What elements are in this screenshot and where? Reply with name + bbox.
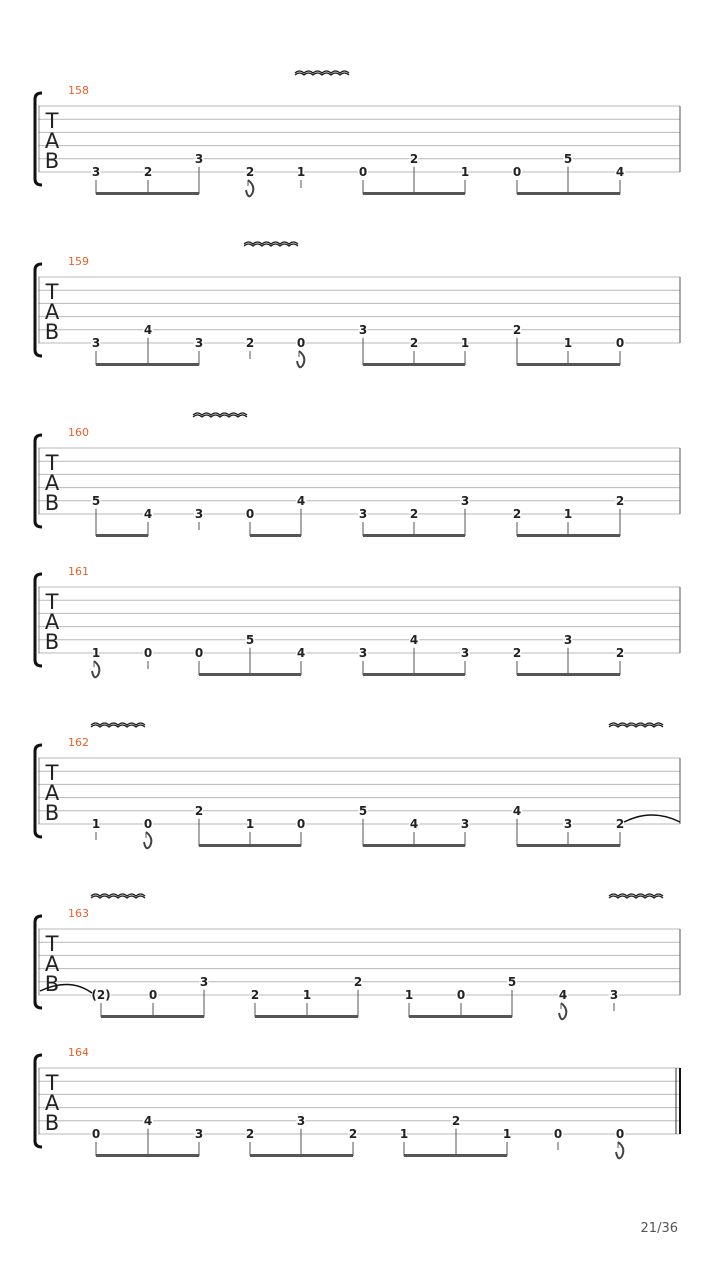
fret-number: 0 xyxy=(245,507,255,521)
staff-system xyxy=(35,894,680,1019)
fret-number: 3 xyxy=(91,165,101,179)
fret-number: 4 xyxy=(143,507,153,521)
fret-number: 0 xyxy=(296,817,306,831)
fret-number: 4 xyxy=(296,646,306,660)
note-flag xyxy=(297,351,304,367)
fret-number: 2 xyxy=(615,493,625,508)
tab-clef-letter-b: B xyxy=(44,630,60,654)
staff-system xyxy=(35,242,680,367)
tab-clef-letter-b: B xyxy=(44,320,60,344)
note-flag xyxy=(144,832,151,848)
beam xyxy=(363,673,465,676)
tab-clef-letter-t: T xyxy=(45,932,59,956)
fret-number: 2 xyxy=(353,974,363,989)
fret-number: 3 xyxy=(358,507,368,521)
fret-number: 1 xyxy=(563,336,573,350)
fret-number: 2 xyxy=(512,322,522,337)
tab-clef-letter-b: B xyxy=(44,491,60,515)
tie-arc xyxy=(624,815,680,822)
fret-number: 2 xyxy=(143,165,153,179)
fret-number: 3 xyxy=(194,151,204,166)
tab-clef-letter-b: B xyxy=(44,972,60,996)
fret-number: 2 xyxy=(512,646,522,660)
fret-number: 2 xyxy=(615,646,625,660)
beam xyxy=(250,534,301,537)
tab-clef-letter-t: T xyxy=(45,109,59,133)
note-flag xyxy=(92,661,99,677)
fret-number: 5 xyxy=(358,803,368,818)
tab-clef-letter-a: A xyxy=(44,129,60,153)
fret-number: 5 xyxy=(563,151,573,166)
fret-number: 2 xyxy=(245,336,255,350)
tab-clef-letter-t: T xyxy=(45,280,59,304)
fret-number: 2 xyxy=(512,507,522,521)
tab-clef-letter-a: A xyxy=(44,1091,60,1115)
fret-number: 4 xyxy=(296,493,306,508)
fret-number: 3 xyxy=(358,322,368,337)
beam xyxy=(363,363,465,366)
staff-system xyxy=(35,723,680,848)
note-flag xyxy=(559,1003,566,1019)
fret-number: 4 xyxy=(409,817,419,831)
tab-clef-letter-a: A xyxy=(44,610,60,634)
beam xyxy=(255,1015,358,1018)
beam xyxy=(96,1154,199,1157)
fret-number: 2 xyxy=(245,1127,255,1141)
beam xyxy=(363,192,465,195)
fret-number: 3 xyxy=(563,632,573,647)
tab-clef-letter-a: A xyxy=(44,300,60,324)
fret-number: 3 xyxy=(460,493,470,508)
fret-number: 1 xyxy=(460,165,470,179)
fret-number: 2 xyxy=(194,803,204,818)
tab-clef-letter-a: A xyxy=(44,471,60,495)
note-flag xyxy=(246,180,253,196)
staff-system xyxy=(35,565,680,677)
fret-number: 4 xyxy=(143,322,153,337)
beam xyxy=(517,844,620,847)
fret-number: 3 xyxy=(194,507,204,521)
fret-number: 1 xyxy=(302,988,312,1002)
fret-number: 5 xyxy=(245,632,255,647)
measure-number: 159 xyxy=(68,255,89,268)
vibrato-mark xyxy=(609,894,663,898)
fret-number: 4 xyxy=(615,165,625,179)
vibrato-mark xyxy=(91,894,145,898)
fret-number: 0 xyxy=(143,817,153,831)
fret-number: 5 xyxy=(507,974,517,989)
vibrato-mark xyxy=(91,723,145,727)
fret-number: 2 xyxy=(451,1113,461,1128)
fret-number: 0 xyxy=(615,1127,625,1141)
fret-number: 1 xyxy=(245,817,255,831)
page-number: 21/36 xyxy=(640,1221,678,1236)
tab-clef-letter-b: B xyxy=(44,149,60,173)
fret-number: 3 xyxy=(296,1113,306,1128)
tab-clef-letter-t: T xyxy=(45,590,59,614)
fret-number: 4 xyxy=(409,632,419,647)
fret-number: 3 xyxy=(358,646,368,660)
beam xyxy=(101,1015,204,1018)
beam xyxy=(96,363,199,366)
fret-number: 1 xyxy=(91,646,101,660)
fret-number: 3 xyxy=(460,817,470,831)
staff-system xyxy=(35,71,680,196)
fret-number: 1 xyxy=(404,988,414,1002)
tab-clef-letter-b: B xyxy=(44,801,60,825)
fret-number: 2 xyxy=(245,165,255,179)
fret-number: 3 xyxy=(194,1127,204,1141)
fret-number: 0 xyxy=(296,336,306,350)
beam xyxy=(363,844,465,847)
vibrato-mark xyxy=(244,242,298,246)
staff-system xyxy=(35,1046,680,1158)
fret-number: 4 xyxy=(558,988,568,1002)
fret-number: 2 xyxy=(250,988,260,1002)
fret-number: 0 xyxy=(194,646,204,660)
fret-number: 0 xyxy=(143,646,153,660)
vibrato-mark xyxy=(193,413,247,417)
measure-number: 163 xyxy=(68,907,89,920)
fret-number: 3 xyxy=(194,336,204,350)
beam xyxy=(96,534,148,537)
beam xyxy=(363,534,465,537)
tab-clef-letter-a: A xyxy=(44,781,60,805)
beam xyxy=(96,192,199,195)
fret-number: 2 xyxy=(409,336,419,350)
fret-number: 3 xyxy=(91,336,101,350)
fret-number: 0 xyxy=(512,165,522,179)
fret-number: 0 xyxy=(148,988,158,1002)
fret-number: 1 xyxy=(563,507,573,521)
beam xyxy=(517,363,620,366)
fret-number: 2 xyxy=(409,151,419,166)
fret-number: 1 xyxy=(296,165,306,179)
tab-clef-letter-b: B xyxy=(44,1111,60,1135)
fret-number: 3 xyxy=(199,974,209,989)
note-flag xyxy=(616,1142,623,1158)
fret-number: (2) xyxy=(91,988,111,1002)
beam xyxy=(250,1154,353,1157)
fret-number: 4 xyxy=(512,803,522,818)
staff-system xyxy=(35,413,680,537)
measure-number: 162 xyxy=(68,736,89,749)
fret-number: 5 xyxy=(91,493,101,508)
beam xyxy=(199,844,301,847)
fret-number: 3 xyxy=(563,817,573,831)
fret-number: 4 xyxy=(143,1113,153,1128)
fret-number: 1 xyxy=(399,1127,409,1141)
fret-number: 0 xyxy=(456,988,466,1002)
measure-number: 160 xyxy=(68,426,89,439)
fret-number: 2 xyxy=(409,507,419,521)
measure-number: 161 xyxy=(68,565,89,578)
tab-clef-letter-a: A xyxy=(44,952,60,976)
fret-number: 2 xyxy=(615,817,625,831)
fret-number: 0 xyxy=(615,336,625,350)
fret-number: 3 xyxy=(609,988,619,1002)
measure-number: 158 xyxy=(68,84,89,97)
measure-number: 164 xyxy=(68,1046,89,1059)
fret-number: 0 xyxy=(91,1127,101,1141)
fret-number: 0 xyxy=(553,1127,563,1141)
beam xyxy=(517,192,620,195)
tab-clef-letter-t: T xyxy=(45,1071,59,1095)
fret-number: 1 xyxy=(460,336,470,350)
fret-number: 2 xyxy=(348,1127,358,1141)
beam xyxy=(517,534,620,537)
vibrato-mark xyxy=(295,71,349,75)
beam xyxy=(404,1154,507,1157)
tab-clef-letter-t: T xyxy=(45,761,59,785)
fret-number: 1 xyxy=(502,1127,512,1141)
vibrato-mark xyxy=(609,723,663,727)
beam xyxy=(409,1015,512,1018)
beam xyxy=(517,673,620,676)
fret-number: 0 xyxy=(358,165,368,179)
fret-number: 3 xyxy=(460,646,470,660)
tab-clef-letter-t: T xyxy=(45,451,59,475)
beam xyxy=(199,673,301,676)
fret-number: 1 xyxy=(91,817,101,831)
